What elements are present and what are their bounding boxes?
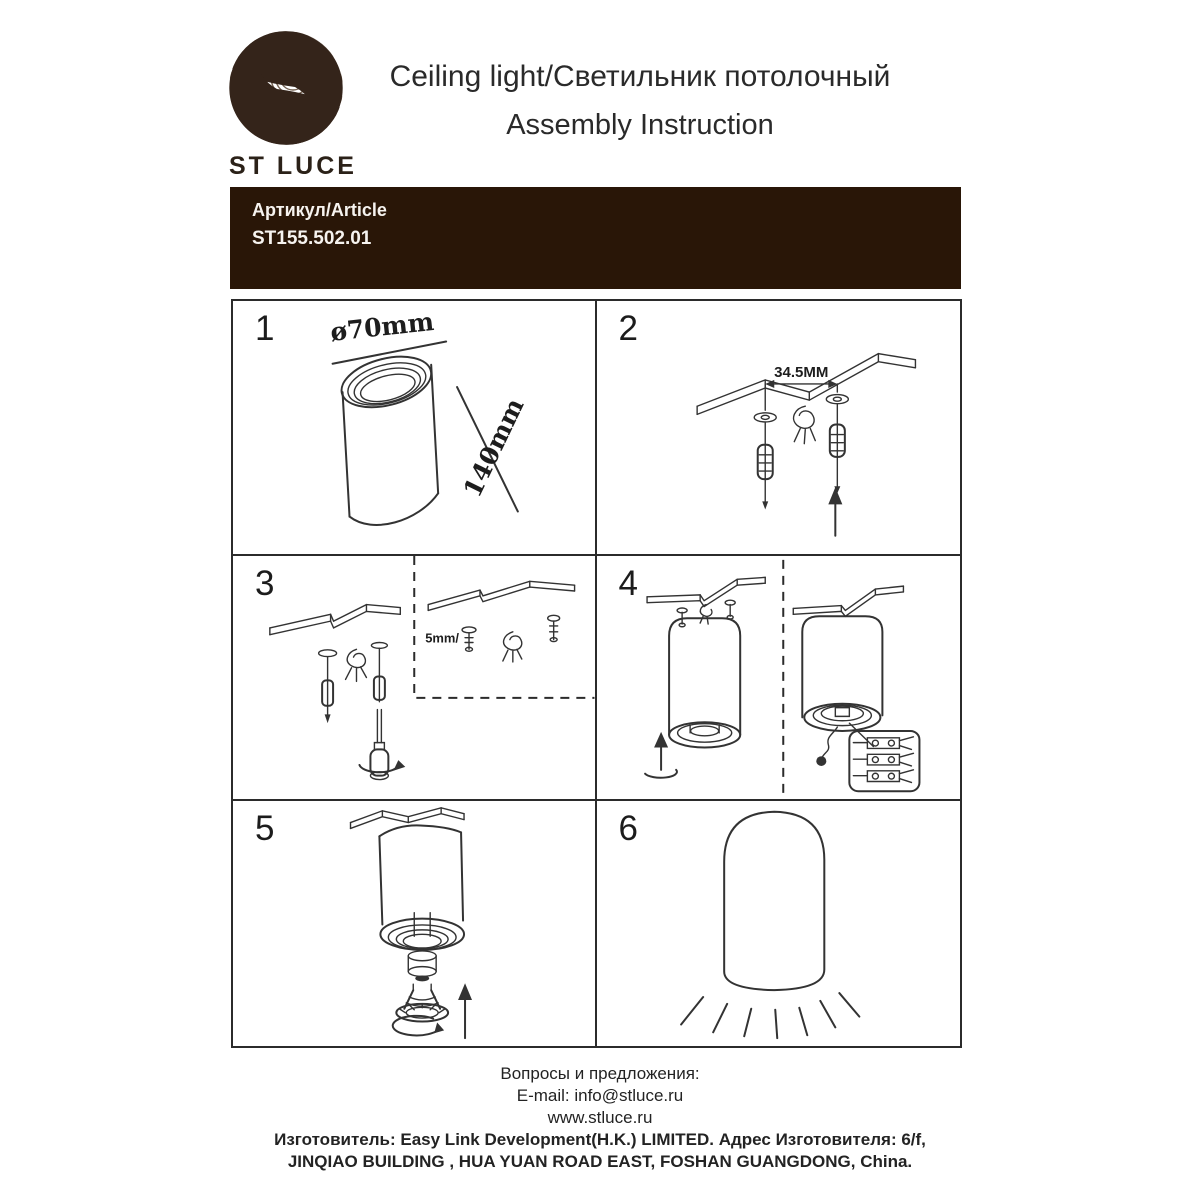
step1-illustration (233, 301, 595, 554)
step-number: 5 (255, 809, 275, 848)
footer-contact: Вопросы и предложения: (500, 1064, 700, 1083)
ceiling-strip (428, 581, 574, 610)
brand-text: ST LUCE (229, 152, 357, 180)
screw-with-plug-left (319, 650, 337, 723)
up-arrow (828, 487, 842, 536)
svg-text:34.5MM: 34.5MM (773, 363, 828, 381)
step-number: 6 (618, 809, 638, 848)
page-subtitle: Assembly Instruction (506, 109, 774, 141)
step-number: 4 (618, 564, 638, 603)
step-panel-3 (233, 556, 597, 801)
wall-plug-right (826, 395, 848, 494)
detail-inset (414, 556, 594, 698)
step-number: 2 (618, 309, 638, 348)
ceiling-strip (647, 577, 765, 606)
page-title: Ceiling light/Светильник потолочный (389, 60, 891, 93)
diameter-dimension (329, 306, 446, 364)
footer-email: E-mail: info@stluce.ru (516, 1086, 684, 1105)
article-bar (230, 187, 961, 289)
screwdriver (359, 710, 405, 780)
step-panel-2 (597, 301, 961, 556)
screw-icon (725, 600, 735, 619)
cable-icon (793, 406, 815, 443)
screw-icon (462, 627, 476, 651)
cable-icon (346, 649, 367, 681)
lamp-silhouette (724, 812, 824, 990)
screw-icon (548, 615, 560, 641)
footer (0, 1063, 1200, 1173)
step-number: 1 (255, 309, 275, 348)
step4-illustration (597, 556, 961, 799)
ceiling-strip (270, 605, 400, 635)
footer-manufacturer: Изготовитель: Easy Link Development(H.K.) LIMITED. Адрес Изготовителя: 6/f, (274, 1130, 926, 1149)
lamp-cylinder (336, 348, 438, 525)
footer-website: www.stluce.ru (547, 1108, 653, 1127)
step6-illustration (597, 801, 961, 1046)
height-dimension (457, 387, 530, 511)
up-arrow (458, 983, 472, 1038)
spacing-dimension (765, 364, 837, 410)
terminal-block-inset (849, 731, 919, 791)
lamp-body-wiring (802, 616, 882, 766)
footer-address: JINQIAO BUILDING , HUA YUAN ROAD EAST, FOSHAN GUANGDONG, China. (287, 1152, 913, 1171)
step-panel-4 (597, 556, 961, 801)
document-header (320, 60, 960, 142)
article-label: Артикул/Article (252, 200, 387, 220)
step-panel-5 (233, 801, 597, 1046)
screw-with-plug-right (371, 643, 387, 702)
svg-text:ø70mm: ø70mm (328, 305, 436, 347)
light-rays (681, 993, 859, 1038)
step-number: 3 (255, 564, 275, 603)
svg-text:140mm: 140mm (456, 393, 530, 502)
cable-icon (700, 605, 712, 624)
rotate-arrow (645, 732, 677, 778)
step3-illustration (233, 556, 595, 799)
ceiling-strip (793, 586, 903, 616)
cable-icon (503, 632, 522, 662)
step-panel-6 (597, 801, 961, 1046)
lamp-body-mounting (669, 618, 740, 747)
rotate-arrow (393, 1016, 444, 1036)
step-panel-1 (233, 301, 597, 556)
socket-adapter (408, 951, 436, 981)
step5-illustration (233, 801, 595, 1046)
step2-illustration (597, 301, 961, 554)
article-number: ST155.502.01 (252, 228, 372, 249)
drill-size-label: 5mm/ (425, 630, 460, 646)
steps-grid (231, 299, 962, 1048)
wall-plug-left (754, 413, 776, 510)
lamp-body (379, 825, 464, 950)
